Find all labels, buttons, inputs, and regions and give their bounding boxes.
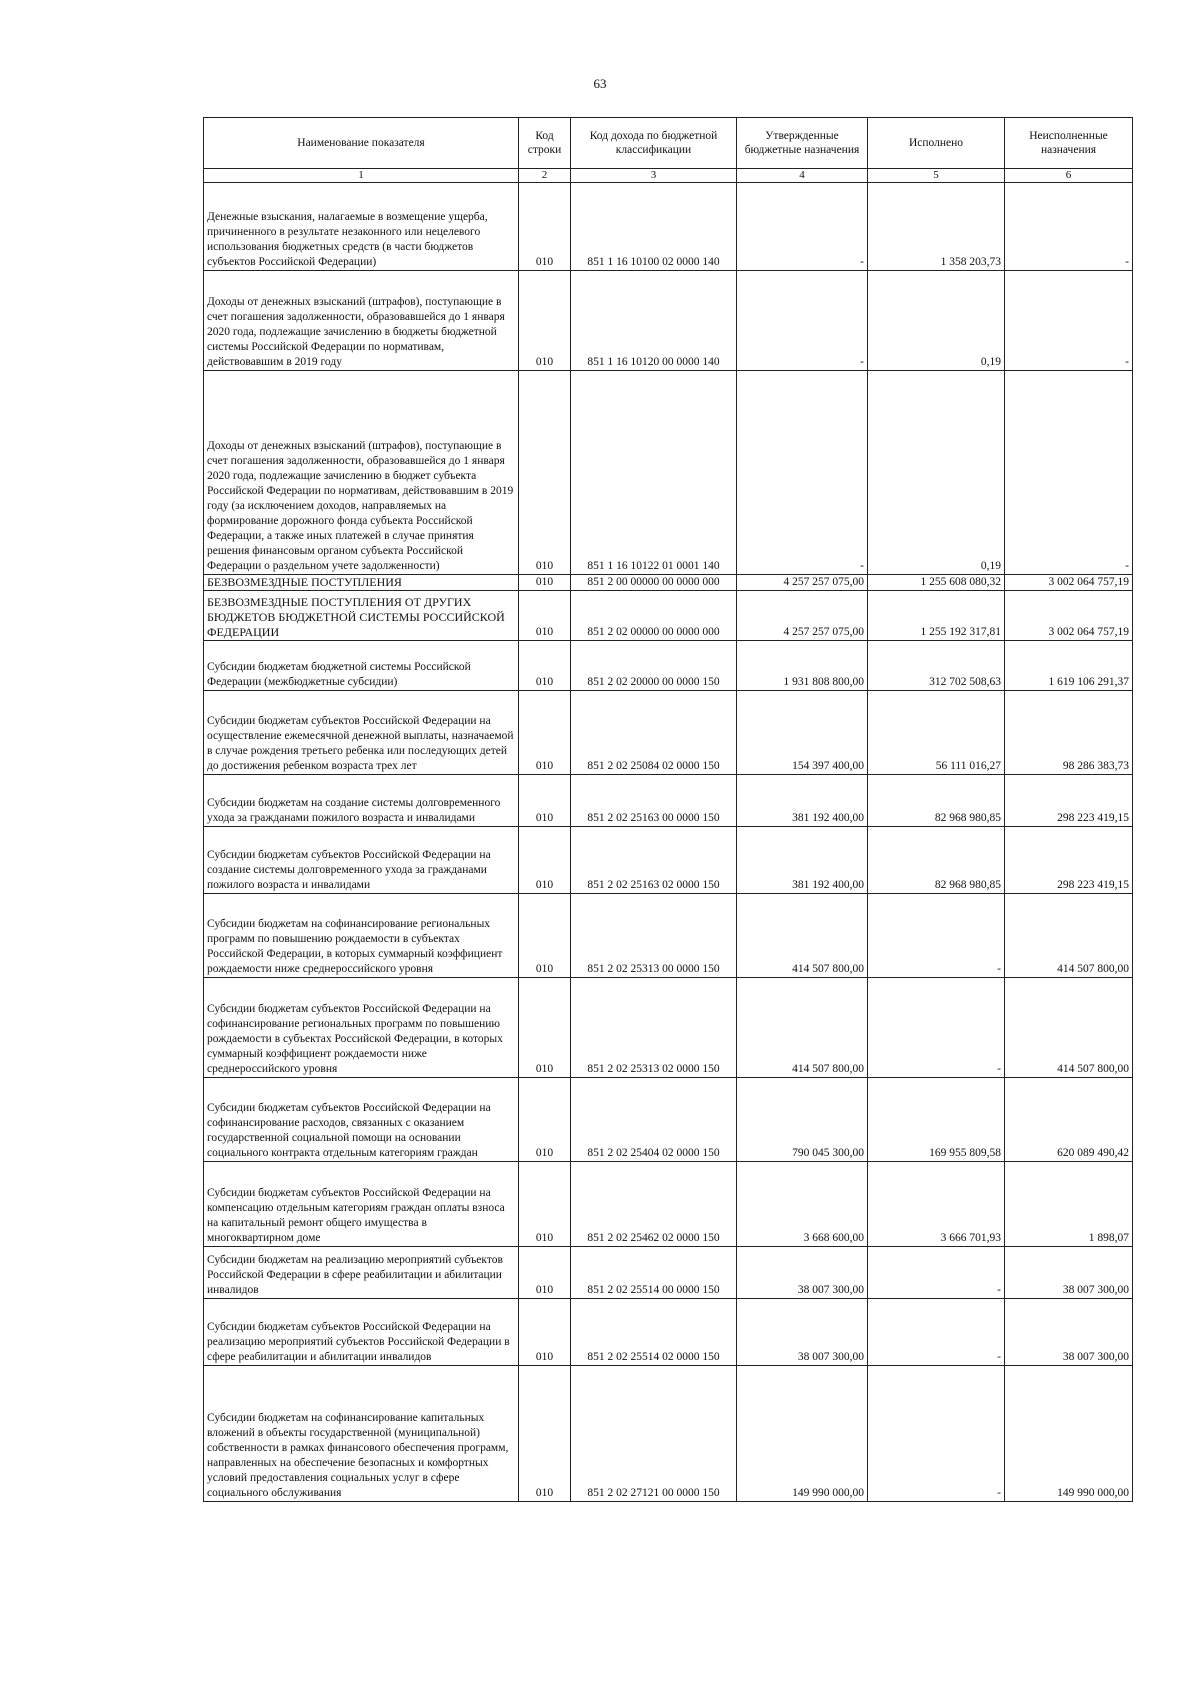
line-code: 010 [519, 183, 571, 271]
line-code: 010 [519, 1366, 571, 1502]
executed-amount: - [868, 894, 1005, 978]
approved-amount: 4 257 257 075,00 [737, 575, 868, 591]
indicator-name: Субсидии бюджетам субъектов Российской Федерации на осуществление ежемесячной денежной выплаты, назначаемой в случае рождения третьего ребенка или последующих детей до достижения ребенком возраста трех лет [204, 691, 519, 775]
approved-amount: 3 668 600,00 [737, 1162, 868, 1247]
header-revenue-code: Код дохода по бюджетной классификации [571, 118, 737, 169]
table-row [204, 591, 1133, 641]
line-code: 010 [519, 591, 571, 641]
unexecuted-amount: 3 002 064 757,19 [1005, 575, 1133, 591]
revenue-code: 851 2 02 00000 00 0000 000 [571, 591, 737, 641]
executed-amount: 312 702 508,63 [868, 641, 1005, 691]
table-row [204, 1366, 1133, 1502]
revenue-code: 851 2 02 27121 00 0000 150 [571, 1366, 737, 1502]
approved-amount: 4 257 257 075,00 [737, 591, 868, 641]
executed-amount: - [868, 978, 1005, 1078]
executed-amount: 169 955 809,58 [868, 1078, 1005, 1162]
unexecuted-amount: 98 286 383,73 [1005, 691, 1133, 775]
table-row [204, 691, 1133, 775]
indicator-name: Субсидии бюджетам субъектов Российской Федерации на реализацию мероприятий субъектов Российской Федерации в сфере реабилитации и абилитации инвалидов [204, 1299, 519, 1366]
revenue-code: 851 2 02 25163 00 0000 150 [571, 775, 737, 827]
unexecuted-amount: 149 990 000,00 [1005, 1366, 1133, 1502]
indicator-name: Субсидии бюджетам на реализацию мероприятий субъектов Российской Федерации в сфере реабилитации и абилитации инвалидов [204, 1247, 519, 1299]
revenue-code: 851 2 02 20000 00 0000 150 [571, 641, 737, 691]
line-code: 010 [519, 978, 571, 1078]
column-number: 2 [519, 169, 571, 183]
line-code: 010 [519, 827, 571, 894]
approved-amount: 414 507 800,00 [737, 978, 868, 1078]
table-row [204, 1162, 1133, 1247]
indicator-name: Субсидии бюджетам субъектов Российской Федерации на компенсацию отдельным категориям граждан оплаты взноса на капитальный ремонт общего имущества в многоквартирном доме [204, 1162, 519, 1247]
table-row [204, 894, 1133, 978]
line-code: 010 [519, 1247, 571, 1299]
approved-amount: 38 007 300,00 [737, 1247, 868, 1299]
unexecuted-amount: - [1005, 271, 1133, 371]
column-number: 1 [204, 169, 519, 183]
indicator-name: Субсидии бюджетам субъектов Российской Федерации на софинансирование региональных программ по повышению рождаемости в субъектах Российской Федерации, в которых суммарный коэффициент рождаемости ниже среднероссийского уровня [204, 978, 519, 1078]
executed-amount: 0,19 [868, 271, 1005, 371]
unexecuted-amount: 414 507 800,00 [1005, 978, 1133, 1078]
approved-amount: 790 045 300,00 [737, 1078, 868, 1162]
revenue-code: 851 2 02 25084 02 0000 150 [571, 691, 737, 775]
revenue-code: 851 2 02 25514 00 0000 150 [571, 1247, 737, 1299]
line-code: 010 [519, 271, 571, 371]
line-code: 010 [519, 894, 571, 978]
indicator-name: Субсидии бюджетам на софинансирование региональных программ по повышению рождаемости в субъектах Российской Федерации, в которых суммарный коэффициент рождаемости ниже среднероссийского уровня [204, 894, 519, 978]
header-approved: Утвержденные бюджетные назначения [737, 118, 868, 169]
unexecuted-amount: 414 507 800,00 [1005, 894, 1133, 978]
table-row [204, 641, 1133, 691]
table-row [204, 827, 1133, 894]
unexecuted-amount: 3 002 064 757,19 [1005, 591, 1133, 641]
table-row [204, 978, 1133, 1078]
revenue-code: 851 1 16 10120 00 0000 140 [571, 271, 737, 371]
line-code: 010 [519, 1078, 571, 1162]
indicator-name: Доходы от денежных взысканий (штрафов), поступающие в счет погашения задолженности, образовавшейся до 1 января 2020 года, подлежащие зачислению в бюджет субъекта Российской Федерации по нормативам, действовавшим в 2019 году (за исключением доходов, направляемых на формирование дорожного фонда субъекта Российской Федерации, а также иных платежей в случае принятия решения финансовым органом субъекта Российской Федерации о раздельном учете задолженности) [204, 371, 519, 575]
approved-amount: 149 990 000,00 [737, 1366, 868, 1502]
table-row [204, 1078, 1133, 1162]
line-code: 010 [519, 1299, 571, 1366]
unexecuted-amount: - [1005, 183, 1133, 271]
table-row [204, 271, 1133, 371]
line-code: 010 [519, 575, 571, 591]
executed-amount: 1 255 192 317,81 [868, 591, 1005, 641]
revenue-code: 851 2 02 25163 02 0000 150 [571, 827, 737, 894]
table-row [204, 183, 1133, 271]
executed-amount: 82 968 980,85 [868, 775, 1005, 827]
approved-amount: - [737, 371, 868, 575]
budget-revenue-table [203, 117, 1133, 1502]
executed-amount: - [868, 1299, 1005, 1366]
executed-amount: 56 111 016,27 [868, 691, 1005, 775]
approved-amount: 414 507 800,00 [737, 894, 868, 978]
revenue-code: 851 1 16 10100 02 0000 140 [571, 183, 737, 271]
header-name: Наименование показателя [204, 118, 519, 169]
indicator-name: Субсидии бюджетам субъектов Российской Федерации на создание системы долговременного ухода за гражданами пожилого возраста и инвалидами [204, 827, 519, 894]
revenue-code: 851 1 16 10122 01 0001 140 [571, 371, 737, 575]
column-number: 4 [737, 169, 868, 183]
header-row [204, 118, 1133, 169]
unexecuted-amount: 1 898,07 [1005, 1162, 1133, 1247]
header-line-code: Код строки [519, 118, 571, 169]
column-number: 6 [1005, 169, 1133, 183]
table-row [204, 1299, 1133, 1366]
executed-amount: - [868, 1247, 1005, 1299]
revenue-code: 851 2 00 00000 00 0000 000 [571, 575, 737, 591]
indicator-name: Субсидии бюджетам на софинансирование капитальных вложений в объекты государственной (муниципальной) собственности в рамках финансового обеспечения программ, направленных на обеспечение безопасных и комфортных условий предоставления социальных услуг в сфере социального обслуживания [204, 1366, 519, 1502]
executed-amount: 3 666 701,93 [868, 1162, 1005, 1247]
line-code: 010 [519, 691, 571, 775]
approved-amount: 381 192 400,00 [737, 827, 868, 894]
executed-amount: 1 255 608 080,32 [868, 575, 1005, 591]
page-number: 63 [593, 76, 607, 91]
approved-amount: - [737, 183, 868, 271]
column-number: 3 [571, 169, 737, 183]
revenue-code: 851 2 02 25514 02 0000 150 [571, 1299, 737, 1366]
unexecuted-amount: - [1005, 371, 1133, 575]
table-row [204, 1247, 1133, 1299]
indicator-name: БЕЗВОЗМЕЗДНЫЕ ПОСТУПЛЕНИЯ ОТ ДРУГИХ БЮДЖЕТОВ БЮДЖЕТНОЙ СИСТЕМЫ РОССИЙСКОЙ ФЕДЕРАЦИИ [204, 591, 519, 641]
header-executed: Исполнено [868, 118, 1005, 169]
table-row [204, 775, 1133, 827]
line-code: 010 [519, 1162, 571, 1247]
approved-amount: 154 397 400,00 [737, 691, 868, 775]
indicator-name: БЕЗВОЗМЕЗДНЫЕ ПОСТУПЛЕНИЯ [204, 575, 519, 591]
approved-amount: 381 192 400,00 [737, 775, 868, 827]
executed-amount: 82 968 980,85 [868, 827, 1005, 894]
column-numbers-row [204, 169, 1133, 183]
executed-amount: - [868, 1366, 1005, 1502]
revenue-code: 851 2 02 25313 02 0000 150 [571, 978, 737, 1078]
column-number: 5 [868, 169, 1005, 183]
unexecuted-amount: 620 089 490,42 [1005, 1078, 1133, 1162]
unexecuted-amount: 1 619 106 291,37 [1005, 641, 1133, 691]
table-row [204, 575, 1133, 591]
line-code: 010 [519, 371, 571, 575]
revenue-code: 851 2 02 25313 00 0000 150 [571, 894, 737, 978]
indicator-name: Субсидии бюджетам на создание системы долговременного ухода за гражданами пожилого возраста и инвалидами [204, 775, 519, 827]
executed-amount: 0,19 [868, 371, 1005, 575]
indicator-name: Субсидии бюджетам субъектов Российской Федерации на софинансирование расходов, связанных с оказанием государственной социальной помощи на основании социального контракта отдельным категориям граждан [204, 1078, 519, 1162]
approved-amount: - [737, 271, 868, 371]
approved-amount: 38 007 300,00 [737, 1299, 868, 1366]
indicator-name: Доходы от денежных взысканий (штрафов), поступающие в счет погашения задолженности, образовавшейся до 1 января 2020 года, подлежащие зачислению в бюджеты бюджетной системы Российской Федерации по нормативам, действовавшим в 2019 году [204, 271, 519, 371]
unexecuted-amount: 298 223 419,15 [1005, 827, 1133, 894]
table-row [204, 371, 1133, 575]
line-code: 010 [519, 775, 571, 827]
indicator-name: Субсидии бюджетам бюджетной системы Российской Федерации (межбюджетные субсидии) [204, 641, 519, 691]
approved-amount: 1 931 808 800,00 [737, 641, 868, 691]
revenue-code: 851 2 02 25462 02 0000 150 [571, 1162, 737, 1247]
line-code: 010 [519, 641, 571, 691]
revenue-code: 851 2 02 25404 02 0000 150 [571, 1078, 737, 1162]
unexecuted-amount: 38 007 300,00 [1005, 1247, 1133, 1299]
unexecuted-amount: 298 223 419,15 [1005, 775, 1133, 827]
unexecuted-amount: 38 007 300,00 [1005, 1299, 1133, 1366]
header-unexecuted: Неисполненные назначения [1005, 118, 1133, 169]
indicator-name: Денежные взыскания, налагаемые в возмещение ущерба, причиненного в результате незаконного или нецелевого использования бюджетных средств (в части бюджетов субъектов Российской Федерации) [204, 183, 519, 271]
executed-amount: 1 358 203,73 [868, 183, 1005, 271]
